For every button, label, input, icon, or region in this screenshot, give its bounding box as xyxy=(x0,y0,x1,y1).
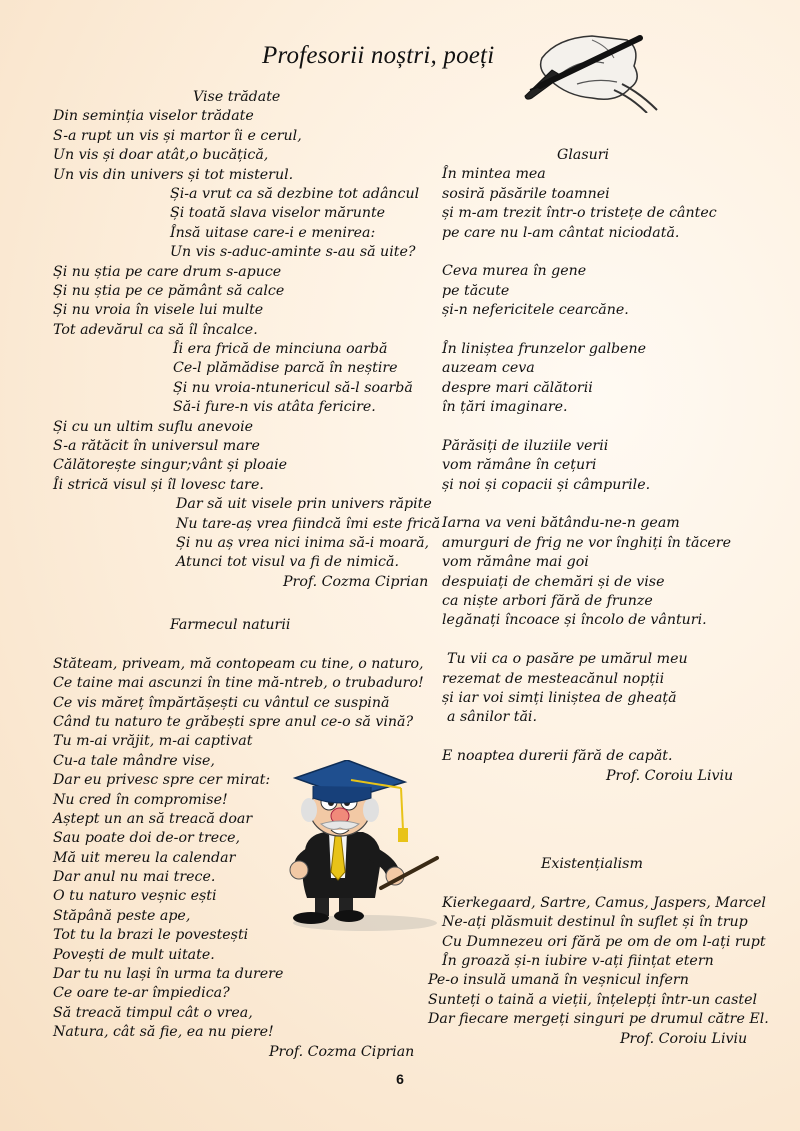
hand-with-pen-icon xyxy=(522,18,662,113)
poem-line: Aștept un an să treacă doar xyxy=(53,810,253,827)
poem-line: Din seminția viselor trădate xyxy=(53,108,254,125)
poem-line: Iarna va veni bătându-ne-n geam xyxy=(442,515,680,532)
blank-line xyxy=(442,321,733,340)
poem-title: Existențialism xyxy=(541,856,643,872)
poem-line: Dar să uit visele prin univers răpite xyxy=(176,496,432,513)
poem-line: Îi strică visul și îl lovesc tare. xyxy=(53,476,264,493)
poem-line: S-a rătăcit în universul mare xyxy=(53,438,260,455)
poem-line: Să-i fure-n vis atâta fericire. xyxy=(173,399,376,416)
poem-line: Ce taine mai ascunzi în tine mă-ntreb, o trubaduro! xyxy=(53,675,424,692)
poem-line: Stăteam, priveam, mă contopeam cu tine, o naturo, xyxy=(53,655,424,672)
poem-line: Sunteți o taină a vieții, înțelepți într-un castel xyxy=(428,991,758,1008)
poem-line: Tu vii ca o pasăre pe umărul meu xyxy=(447,651,688,668)
poem-line: Însă uitase care-i e menirea: xyxy=(170,224,376,241)
poem-line: ca niște arbori fără de frunze xyxy=(442,592,653,609)
poem-line: auzeam ceva xyxy=(442,360,535,377)
poem-line: O tu naturo veșnic ești xyxy=(53,888,217,905)
poem-title: Farmecul naturii xyxy=(170,617,291,633)
poem-line: Tu m-ai vrăjit, m-ai captivat xyxy=(53,733,253,750)
poem-line: E noaptea durerii fără de capăt. xyxy=(442,748,673,765)
blank-line xyxy=(428,874,769,893)
poem-line: Nu tare-aș vrea fiindcă îmi este frică xyxy=(176,515,441,532)
poem-line: Ne-ați plăsmuit destinul în suflet și în trup xyxy=(442,914,748,931)
poem-line: legănați încoace și încolo de vânturi. xyxy=(442,612,707,629)
poem-line: Dar anul nu mai trece. xyxy=(53,869,216,886)
blank-line xyxy=(442,243,733,262)
blank-line xyxy=(53,635,424,654)
poem-line: pe tăcute xyxy=(442,282,510,299)
poem-line: vom rămâne în cețuri xyxy=(442,457,597,474)
poem-line: a sânilor tăi. xyxy=(447,709,537,726)
poem-line: în țări imaginare. xyxy=(442,399,568,416)
poem-title: Vise trădate xyxy=(193,89,281,105)
poem-line: În liniștea frunzelor galbene xyxy=(442,340,646,357)
poem-line: Ceva murea în gene xyxy=(442,263,587,280)
poem-line: Tot adevărul ca să îl încalce. xyxy=(53,321,258,338)
poem-line: Ce oare te-ar împiedica? xyxy=(53,985,230,1002)
poem-line: Când tu naturo te grăbești spre anul ce-o să vină? xyxy=(53,713,414,730)
poem-title: Glasuri xyxy=(557,147,610,163)
page-title: Profesorii noștri, poeți xyxy=(262,42,495,69)
poem-existentialism xyxy=(428,855,769,1049)
blank-line xyxy=(442,495,733,514)
poem-line: Și nu vroia-ntunericul să-l soarbă xyxy=(173,379,413,396)
poem-line: Tot tu la brazi le povestești xyxy=(53,927,249,944)
poem-line: În groază și-n iubire v-ați ființat etern xyxy=(442,952,714,969)
poem-line: Stăpână peste ape, xyxy=(53,907,191,924)
blank-line xyxy=(442,631,733,650)
poem-line: Un vis s-aduc-aminte s-au să uite? xyxy=(170,244,416,261)
poem-line: Un vis din univers și tot misterul. xyxy=(53,166,294,183)
poem-line: și-n nefericitele cearcăne. xyxy=(442,302,629,319)
poem-line: despre mari călătorii xyxy=(442,379,593,396)
poem-line: pe care nu l-am cântat niciodată. xyxy=(442,224,680,241)
poem-author: Prof. Coroiu Liviu xyxy=(606,767,734,784)
blank-line xyxy=(442,728,733,747)
poem-author: Prof. Coroiu Liviu xyxy=(620,1030,748,1047)
page-number: 6 xyxy=(396,1071,404,1087)
poem-line: și iar voi simți liniștea de gheață xyxy=(442,689,677,706)
poem-vise-tradate xyxy=(53,88,440,592)
poem-line: S-a rupt un vis și martor îi e cerul, xyxy=(53,127,302,144)
poem-line: Sau poate doi de-or trece, xyxy=(53,830,241,847)
poem-line: Kierkegaard, Sartre, Camus, Jaspers, Marcel xyxy=(442,894,766,911)
poem-line: și m-am trezit într-o tristețe de cântec xyxy=(442,205,717,222)
poem-line: amurguri de frig ne vor înghiți în tăcere xyxy=(442,534,731,551)
poem-line: Dar tu nu lași în urma ta durere xyxy=(53,966,284,983)
poem-line: sosiră păsările toamnei xyxy=(442,185,610,202)
poem-line: Și nu știa pe care drum s-apuce xyxy=(53,263,282,280)
poem-line: vom rămâne mai goi xyxy=(442,554,589,571)
poem-line: despuiați de chemări și de vise xyxy=(442,573,665,590)
blank-line xyxy=(442,417,733,436)
poem-line: Călătorește singur;vânt și ploaie xyxy=(53,457,288,474)
poem-line: Ce vis măreț împărtășești cu vântul ce suspină xyxy=(53,694,390,711)
poem-line: Un vis și doar atât,o bucățică, xyxy=(53,147,269,164)
poem-line: Nu cred în compromise! xyxy=(53,791,228,808)
poem-line: Natura, cât să fie, ea nu piere! xyxy=(53,1024,274,1041)
poem-author: Prof. Cozma Ciprian xyxy=(283,573,429,590)
poem-line: Cu-a tale mândre vise, xyxy=(53,752,215,769)
poem-line: Dar eu privesc spre cer mirat: xyxy=(53,772,271,789)
poem-line: Și nu vroia în visele lui multe xyxy=(53,302,264,319)
poem-line: Povești de mult uitate. xyxy=(53,946,215,963)
poem-line: Îi era frică de minciuna oarbă xyxy=(173,341,388,358)
poem-line: Dar fiecare mergeți singuri pe drumul către El. xyxy=(428,1011,769,1028)
poem-line: Și toată slava viselor mărunte xyxy=(170,205,386,222)
poem-line: Ce-l plămădise parcă în neștire xyxy=(173,360,398,377)
poem-author: Prof. Cozma Ciprian xyxy=(269,1043,415,1060)
poem-line: și noi și copacii și câmpurile. xyxy=(442,476,651,493)
poem-line: Să treacă timpul cât o vrea, xyxy=(53,1004,253,1021)
poem-line: Mă uit mereu la calendar xyxy=(53,849,236,866)
poem-line: rezemat de mesteacănul nopții xyxy=(442,670,665,687)
poem-line: Atunci tot visul va fi de nimică. xyxy=(176,554,399,571)
poem-line: Și nu aș vrea nici inima să-i moară, xyxy=(176,534,430,551)
poem-line: Pe-o insulă umană în veșnicul infern xyxy=(428,972,689,989)
poem-line: În mintea mea xyxy=(442,166,546,183)
poem-line: Cu Dumnezeu ori fără pe om de om l-ați rupt xyxy=(442,933,766,950)
poem-line: Și nu știa pe ce pământ să calce xyxy=(53,282,285,299)
poem-glasuri xyxy=(442,146,733,786)
professor-cartoon-icon xyxy=(285,760,445,935)
poem-line: Și-a vrut ca să dezbine tot adâncul xyxy=(170,185,420,202)
poem-line: Și cu un ultim suflu anevoie xyxy=(53,418,254,435)
poem-line: Părăsiți de iluziile verii xyxy=(442,437,609,454)
